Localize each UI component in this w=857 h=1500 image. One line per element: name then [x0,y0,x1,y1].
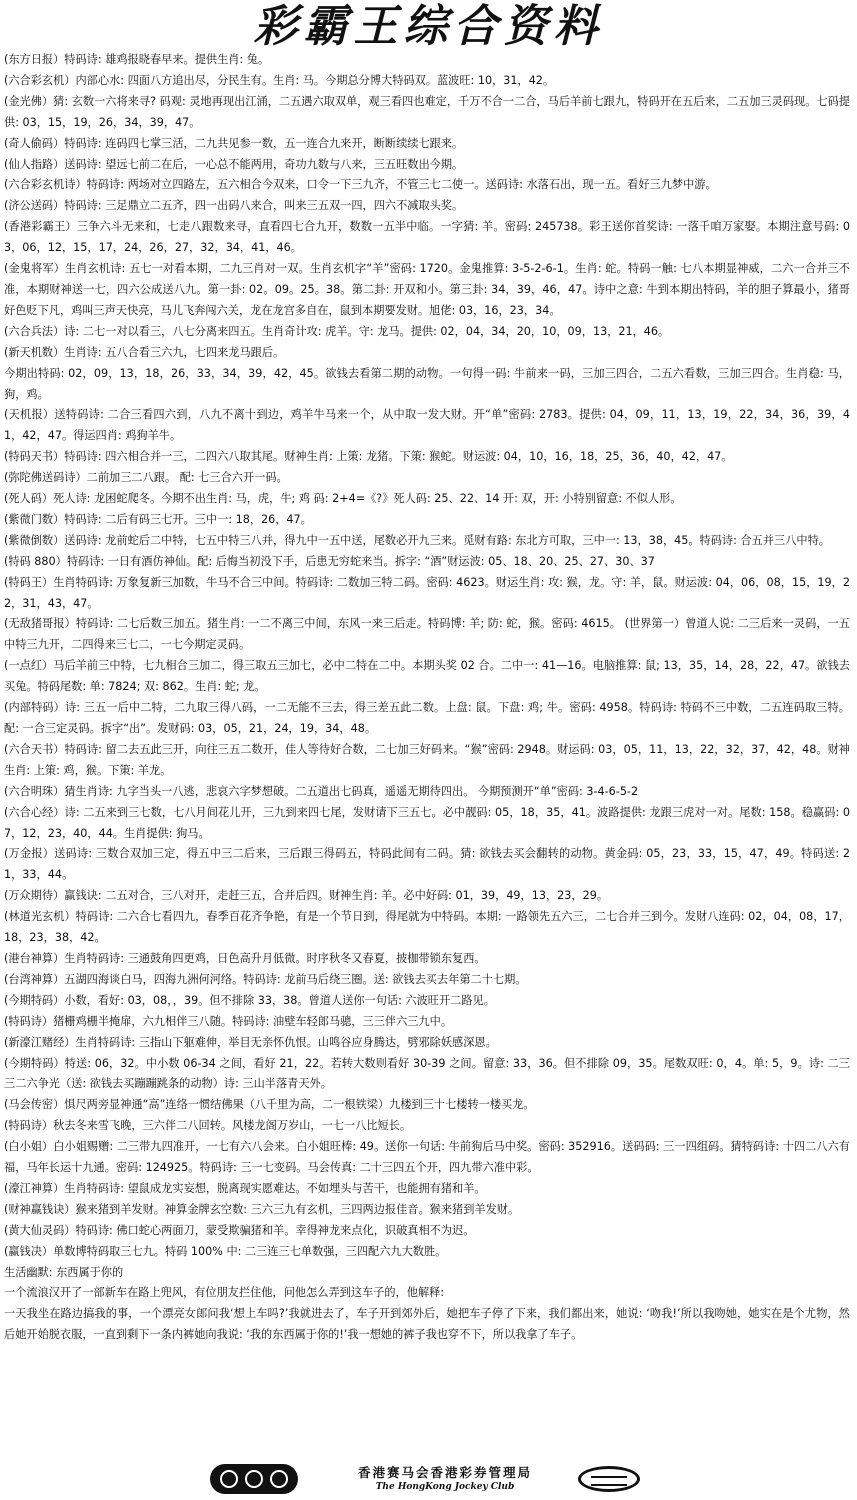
paragraph: (东方日报）特码诗: 雄鸡报晓春早来。提供生肖: 兔。 [4,53,270,66]
paragraph: (新天机数）生肖诗: 五八合看三六九，七四来龙马跟后。 [4,345,285,359]
paragraph: (内部特码）诗: 三五一后中二特，二九取三得八码，一二无能不三去，得三差五此二数。上盘: 鼠。下盘: 鸡; 牛。密码: 4958。特码诗: 特码不三中数，二五连码取三特。配: 一合三定灵码。拆字“出”。发财码: 03，05，21，24，19，34，48。 [4,701,850,735]
paragraph: (特码诗）秋去冬来雪飞晚，三六伴二八回转。风楼龙阁万岁山，一七一八比短长。 [4,1119,412,1133]
paragraph: (特码天书）特码诗: 四六相合并一三，二四六八取其尾。财神生肖: 上策: 龙猪。下策: 猴蛇。财运波: 04，10，16，18，25，36，40，42，47。 [4,450,733,464]
paragraph: (濠江神算）生肖特码诗: 望鼠成龙实妄想，脱离现实愿难达。不如埋头与苦干，也能拥有猪和羊。 [4,1181,486,1195]
paragraph: (今期特码）小数，看好: 03，08，，39。但不排除 33，38。曾道人送你一句话: 六波旺开二路见。 [4,993,495,1007]
paragraph: (仙人指路）送码诗: 望远七前二在后，一心总不能两用，奇功九数与八来，三五旺数出今期。 [4,157,464,171]
paragraph: (金光佛）猜: 玄数一六将来寻? 码观: 灵地再现出江涌，二五遇六取双单，观三看四也难定，千万不合一二合，马后羊前七跟九，特码开在五后来，二五加三灵码现。七码提供: 03，15，19，26，34，39，47。 [4,94,850,129]
paragraph: (黄大仙灵码）特码诗: 佛口蛇心两面刀，蒙受欺骗猪和羊。幸得神龙来点化，识破真相不为迟。 [4,1223,475,1237]
lottery-logo [578,1466,640,1492]
paragraph: (马会传密）惧尺两旁显神通“高”连络一惯结佛果（八千里为高，二一根铁梁）九楼到三十七楼转一楼买龙。 [4,1098,535,1112]
paragraph: (特码诗）猪栅鸡栅半掩扉，六九相伴三八随。特码诗: 油壁车轻郎马骢，三三伴六三九中。 [4,1014,453,1028]
paragraph: (一点红）马后羊前三中特，七九相合三加二，得三取五三加七，必中二特在二中。本期头奖 02 合。二中一: 41—16。电脑推算: 鼠; 13，35，14，28，22，47。欲钱去买兔。特码尾数: 单: 7824; 双: 862。生肖: 蛇; 龙。 [4,659,850,694]
paragraph: (无敌猪哥报）特码诗: 二七后数三加五。猪生肖: 一二不离三中间，东风一来三后走。特码博: 羊; 防: 蛇，猴。密码: 4615。 (世界第一）曾道人说: 二三后来一灵码，一五中特三九开，二四得来三七二，一七今期定灵码。 [4,617,850,652]
page-title: 彩霸王综合资料 [253,1,604,52]
paragraph: (死人码）死人诗: 龙困蛇爬冬。今期不出生肖: 马，虎，牛; 鸡 码: 2+4=《?》死人码: 25、22、14 开: 双，开: 小特别留意: 不似人形。 [4,492,682,506]
paragraph: (香港彩霸王）三争六斗无来和，七走八跟数来寻，直看四七合九开，数数一五半中临。一字猜: 羊。密码: 245738。彩王送你首奖诗: 一落千咱万家娶。本期注意号码: 03，06，12，15，17，24，26，27，32，34，41，46。 [4,220,850,255]
paragraph: (六合彩玄机诗）特码诗: 两场对立四路左，五六相合今双来，口令一下三九齐，不管三七二使一。送码诗: 水落石出，现一五。看好三九梦中游。 [4,178,717,192]
paragraph: (弥陀佛送码诗）二前加三二八跟。 配: 七三合六开一码。 [4,471,288,485]
paragraph: 生活幽默: 东西属于你的 [4,1265,124,1279]
paragraph: (奇人偷码）特码诗: 连码四七掌三活，二九共见参一数，五一连合九来开，断断续续七跟来。 [4,136,464,150]
club-name-english: The HongKong Jockey Club [375,1482,515,1492]
paragraph: (紫微门数）特码诗: 二后有码三七开。三中一: 18，26，47。 [4,512,312,526]
paragraph: 一天我坐在路边搞我的事，一个漂亮女郎问我‘想上车吗?’我就进去了，车子开到郊外后，她把车子停了下来，我们都出来，她说: ‘吻我!’所以我吻她，她实在是个尤物，然后她开始脱衣服，一直到剩下一条内裤她向我说: ‘我的东西属于你的!’我一想她的裤子我也穿不下，所以我拿了车子。 [4,1307,850,1342]
document-body [4,50,850,1346]
footer [0,1462,857,1498]
paragraph: 今期出特码: 02，09，13，18，26，33，34，39，42，45。欲钱去看第二期的动物。一句得一码: 牛前来一码，三加三四合，二五六看数，三加三四合。生肖稳: 马，狗，鸡。 [4,366,850,401]
paragraph: 一个流浪汉开了一部新车在路上兜风，有位朋友拦住他，问他怎么弄到这车子的，他解释: [4,1286,445,1300]
paragraph: (台湾神算）五湖四海谈白马，四海九洲何河络。特码诗: 龙前马后绕三圈。送: 欲钱去买去年第二十七期。 [4,972,527,986]
paragraph: (林道光玄机）特码诗: 二六合七看四九，春季百花齐争艳，有是一个节日到，得尾就为中特码。本期: 一路领先五六三，二七合并三到今。发财八连码: 02，04，08，17，18，23，38，42。 [4,910,850,945]
paragraph: (六合心经）诗: 二五来到三七数，七八月间花儿开，三九到来四七尾，发财请下三五七。必中靓码: 05，18，35，41。波路提供: 龙跟三虎对一对。尾数: 158。稳赢码: 07，12，23，40，44。生肖提供: 狗马。 [4,805,850,840]
club-name [322,1464,568,1496]
paragraph: (六合兵法）诗: 二七一对以看三，八七分离来四五。生肖奇计攻: 虎羊。守: 龙马。提供: 02，04，34，20，10，09，13，21，46。 [4,324,670,338]
paragraph: (特码王）生肖特码诗: 万象复新三加数，牛马不合三中间。特码诗: 二数加三特二码。密码: 4623。财运生肖: 攻: 猴，龙。守: 羊，鼠。财运波: 04，06，08，15，19，22，31，43，47。 [4,575,850,610]
paragraph: (新濠江赌经）生肖特码诗: 三指山下躯难伸，举目无亲怀仇恨。山鸣谷应身腾达，劈邪除妖感深恩。 [4,1035,497,1049]
paragraph: (济公送码）特码诗: 三足鼎立二五齐，四一出码八来合，叫来三五双一四，四六不减取头奖。 [4,199,464,213]
paragraph: (特码 880）特码诗: 一日有酒仿神仙。配: 后悔当初没下手，后患无穷蛇来当。拆字: “酒”财运波: 05、18、20、25、27、30、37 [4,554,655,568]
paragraph: (天机报）送特码诗: 二合三看四六到，八九不离十到边，鸡羊牛马来一个，从中取一发大财。开“单”密码: 2783。提供: 04，09，11，13，19，22，34，36，39，41，42，47。得运四肖: 鸡狗羊牛。 [4,408,850,443]
club-name-chinese: 香港赛马会香港彩券管理局 [357,1465,532,1480]
paragraph: (六合天书）特码诗: 留二去五此三开，向往三五二数开，佳人等待好合数，二七加三好码来。“猴”密码: 2948。财运码: 03，05，11，13，22，32，37，42，48。财神生肖: 上策: 鸡，猴。下策: 羊龙。 [4,742,850,777]
paragraph: (今期特码）特送: 06，32。中小数 06-34 之间，看好 21，22。若转大数则看好 30-39 之间。留意: 33，36。但不排除 09，35。尾数双旺: 0，4。单: 5，9。诗: 二三三二六争光（送: 欲钱去买蹦蹦跳条的动物）诗: 三山半落青天外。 [4,1056,850,1091]
paragraph: (万金报）送码诗: 三数合双加三定，得五中三二后来，三后跟三得码五，特码此间有二码。猜: 欲钱去买会翻转的动物。黄金码: 05，23，33，15，47，49。特码送: 21，33，44。 [4,847,850,882]
paragraph: (财神赢钱诀）猴来猪到羊发财。神算金牌玄空数: 三六三九有玄机，三四两边报佳音。猴来猪到羊发财。 [4,1202,520,1216]
paragraph: (万众期待）赢钱诀: 二五对合，三八对开，走赶三五，合并后四。财神生肖: 羊。必中好码: 01，39，49，13，23，29。 [4,889,609,903]
paragraph: (港台神算）生肖特码诗: 三通鼓角四更鸡，日色高升月低微。时序秋冬又春夏，披枷带锁东复西。 [4,951,486,965]
paragraph: (赢钱决）单数博特码取三七九。特码 100% 中: 二三连三七单数强，三四配六九大数胜。 [4,1244,447,1258]
paragraph: (六合明珠）猜生肖诗: 九字当头一八逃，悲哀六字梦想破。二五道出七码真，遥遥无期待四出。 今期预测开“单”密码: 3-4-6-5-2 [4,784,639,798]
paragraph: (紫微倒数）送码诗: 龙前蛇后二中特，七五中特三八并，得九中一五中送，尾数必开九三来。觅财有路: 东北方可取，三中一: 13，38，45。特码诗: 合五并三八中特。 [4,533,830,547]
paragraph: (六合彩玄机）内部心水: 四面八方追出尽，分民生有。生肖: 马。今期总分博大特码双。蓝波旺: 10，31，42。 [4,73,555,87]
jockey-club-logo [210,1464,298,1494]
paragraph: (白小姐）白小姐赐赠: 二三带九四准开，一七有六八会来。白小姐旺棒: 49。送你一句话: 牛前狗后马中奖。密码: 352916。送码码: 三一四组码。猜特码诗: 十四二八六有福，马年长运十九通。密码: 124925。特码诗: 三一七变码。马会传真: 二十三四五个开，四九带六准中彩。 [4,1140,850,1175]
paragraph: (金鬼将军）生肖玄机诗: 五七一对看本期，二九三肖对一双。生肖玄机字“羊”密码: 1720。金鬼推算: 3-5-2-6-1。生肖: 蛇。特码一触: 七八本期显神威，二六一合并三不准，本期财神送一七，四六公成送八九。第一卦: 02。09。25。38。第二卦: 开双和小。第三卦: 34，39，46，47。诗中之意: 牛到本期出特码，羊的胆子算最小，猪哥好色贬下凡，鸡叫三声天快亮，马儿飞奔闯六关，龙在龙宫多自在，鼠到本期要发财。旭佬: 03，16，23，34。 [4,262,850,317]
